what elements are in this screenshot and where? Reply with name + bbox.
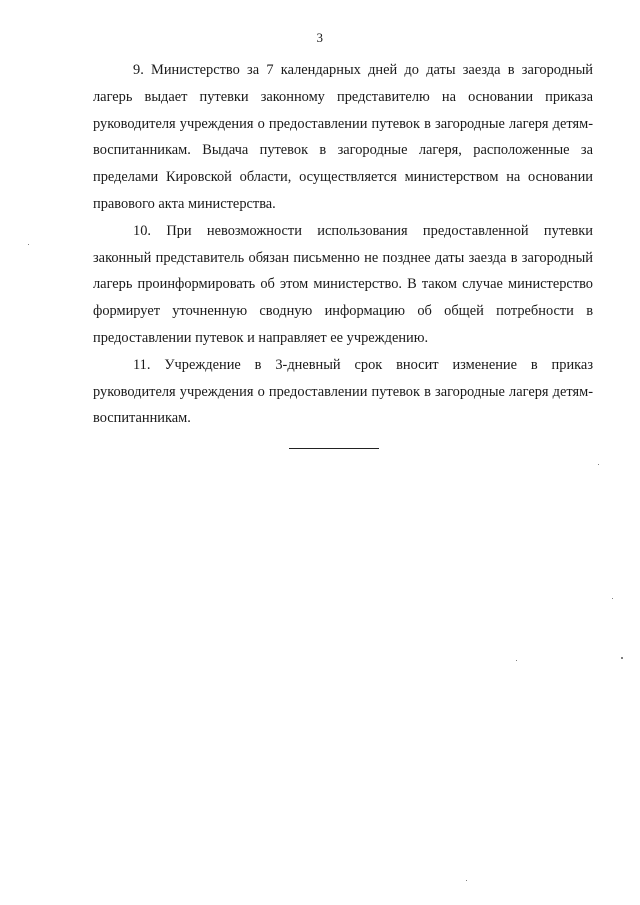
page-number: 3 (316, 30, 324, 45)
paragraph-11: 11. Учреждение в 3-дневный срок вносит изменение в приказ руководителя учреждения о предоставлении путевок в загородные лагеря детям-воспитанникам. (93, 356, 593, 427)
end-separator-line (289, 448, 379, 449)
scan-speck (598, 464, 599, 465)
paragraph-9: 9. Министерство за 7 календарных дней до даты заезда в загородный лагерь выдает путевки законному представителю на основании приказа руководителя учреждения о предоставлении путевок в загородные лагеря детям-воспитанникам. Выдача путевок в загородные лагеря, расположенные за пределами Кировской области, осуществляется министерством на основании правового акта министерства. (93, 62, 593, 212)
scan-speck (612, 598, 613, 599)
paragraph-10: 10. При невозможности использования предоставленной путевки законный представитель обязан письменно не позднее даты заезда в загородный лагерь проинформировать об этом министерство. В таком случае министерство формирует уточненную сводную информацию об общей потребности в предоставлении путевок и направляет ее учреждению. (93, 222, 593, 346)
document-body (93, 57, 593, 432)
scan-speck (621, 657, 623, 659)
scan-speck (466, 880, 467, 881)
scan-speck (516, 660, 517, 661)
scan-speck (28, 244, 29, 245)
